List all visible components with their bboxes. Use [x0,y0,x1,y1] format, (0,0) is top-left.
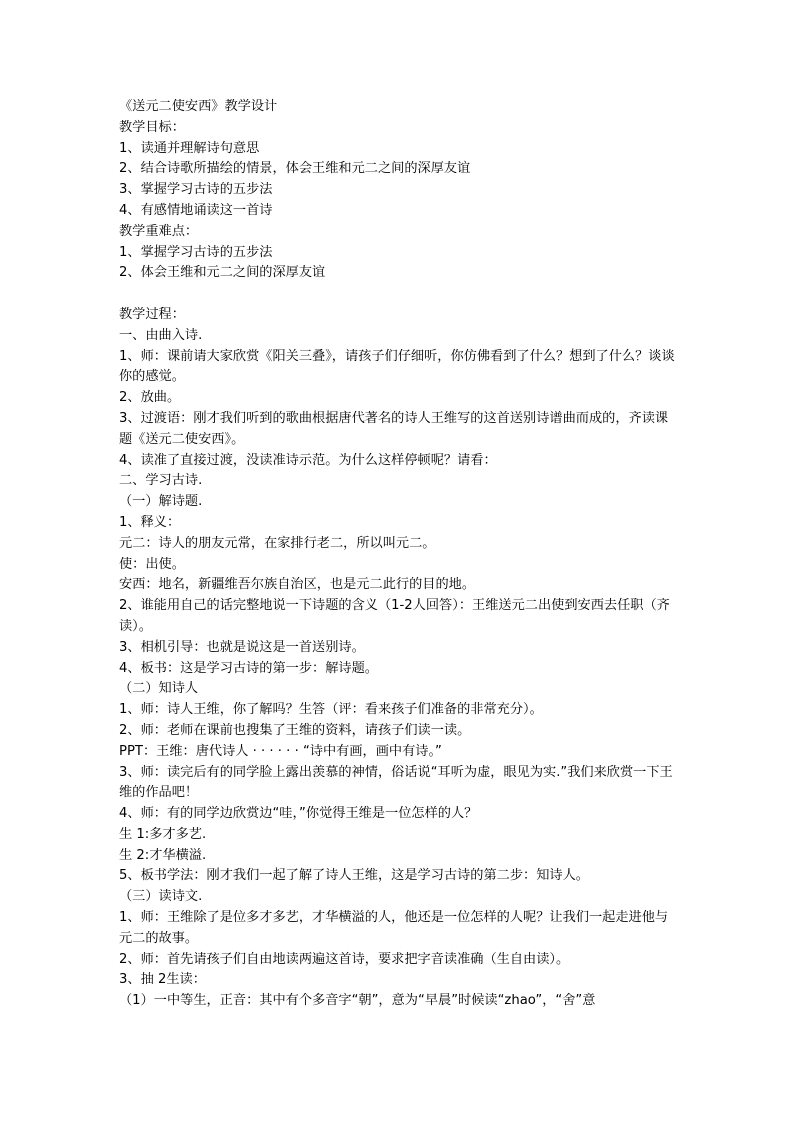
paragraph: 安西：地名，新疆维吾尔族自治区，也是元二此行的目的地。 [119,577,476,593]
paragraph: 2、放曲。 [119,390,181,406]
paragraph: 2、师：老师在课前也搜集了王维的资料，请孩子们读一读。 [119,722,471,738]
paragraph: 生 2:才华横溢. [119,847,207,863]
subsection-heading: （二）知诗人 [119,681,199,697]
document-title: 《送元二使安西》教学设计 [119,99,278,114]
paragraph: 2、谁能用自己的话完整地说一下诗题的含义（1-2人回答）：王维送元二出使到安西去任职（齐读）。 [119,598,670,634]
paragraph: 生 1:多才多艺. [119,826,207,842]
subsection-heading: （一）解诗题. [119,494,203,510]
paragraph: 2、师：首先请孩子们自由地读两遍这首诗，要求把字音读准确（生自由读）。 [119,951,570,967]
key-point-item: 2、体会王维和元二之间的深厚友谊 [119,265,326,281]
paragraph: 4、板书：这是学习古诗的第一步：解诗题。 [119,660,378,676]
subsection-heading: （三）读诗文. [119,889,203,905]
key-point-item: 1、掌握学习古诗的五步法 [119,244,273,260]
objective-item: 4、有感情地诵读这一首诗 [119,202,273,218]
paragraph: （1）一中等生，正音：其中有个多音字“朝”，意为“早晨”时候读“zhao”，“舍”意 [119,993,596,1009]
paragraph: 5、板书学法：刚才我们一起了解了诗人王维，这是学习古诗的第二步：知诗人。 [119,868,589,884]
section-heading: 一、由曲入诗. [119,327,203,343]
objective-item: 1、读通并理解诗句意思 [119,140,260,156]
paragraph-spacer [119,284,679,305]
paragraph: 3、过渡语：刚才我们听到的歌曲根据唐代著名的诗人王维写的这首送别诗谱曲而成的，齐读课题《送元二使安西》。 [119,410,669,447]
paragraph: 3、师：读完后有的同学脸上露出羡慕的神情，俗话说“耳听为虚，眼见为实.”我们来欣赏一下王维的作品吧！ [119,764,673,801]
paragraph: PPT：王维：唐代诗人 · · · · · · “诗中有画，画中有诗。” [119,743,442,759]
paragraph: 使：出使。 [119,556,185,572]
paragraph: 1、释义： [119,514,181,530]
key-points-heading: 教学重难点： [119,223,199,239]
paragraph: 3、抽 2生读： [119,972,206,988]
paragraph: 3、相机引导：也就是说这是一首送别诗。 [119,639,365,655]
paragraph: 4、读准了直接过渡，没读准诗示范。为什么这样停顿呢？请看： [119,452,497,468]
paragraph: 1、师：诗人王维，你了解吗？生答（评：看来孩子们准备的非常充分）。 [119,702,543,718]
objective-item: 2、结合诗歌所描绘的情景，体会王维和元二之间的深厚友谊 [119,161,471,177]
document-page [119,97,679,1012]
paragraph: 元二：诗人的朋友元常，在家排行老二，所以叫元二。 [119,535,436,551]
paragraph: 4、师：有的同学边欣赏边“哇，”你觉得王维是一位怎样的人？ [119,806,478,822]
objective-item: 3、掌握学习古诗的五步法 [119,182,273,198]
process-heading: 教学过程： [119,306,185,322]
paragraph: 1、师：王维除了是位多才多艺，才华横溢的人，他还是一位怎样的人呢？让我们一起走进他与元二的故事。 [119,910,669,946]
paragraph: 1、师：课前请大家欣赏《阳关三叠》，请孩子们仔细听，你仿佛看到了什么？想到了什么？谈谈你的感觉。 [119,348,675,385]
objectives-heading: 教学目标： [119,119,185,135]
section-heading: 二、学习古诗. [119,473,203,489]
